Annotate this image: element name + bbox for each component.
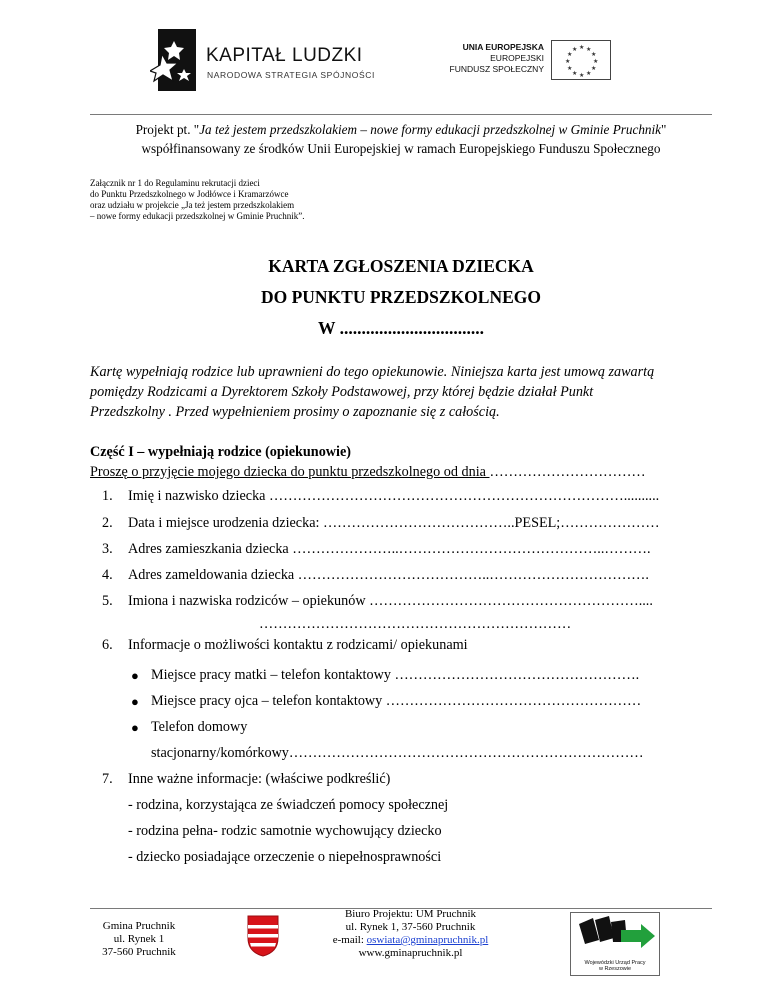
- item-number: 2.: [102, 515, 113, 531]
- footer-street: ul. Rynek 1: [113, 933, 165, 945]
- svg-text:★: ★: [593, 58, 599, 65]
- wup-logo: [570, 912, 660, 976]
- annex-note: [90, 178, 304, 222]
- intro-line3: Przedszkolny . Przed wypełnieniem prosimy o zapoznanie się z całością.: [90, 404, 500, 420]
- mother-work-phone-field[interactable]: Miejsce pracy matki – telefon kontaktowy …………………………………………….: [151, 667, 640, 683]
- svg-text:★: ★: [591, 51, 597, 58]
- project-line2: współfinansowany ze środków Unii Europejskiej w ramach Europejskiego Funduszu Społecznego: [141, 141, 661, 156]
- request-text: Proszę o przyjęcie mojego dziecka do punktu przedszkolnego od dnia: [90, 464, 490, 480]
- bullet-icon: ●: [131, 694, 139, 709]
- wup-arrow-icon: [571, 914, 657, 960]
- part1-heading: Część I – wypełniają rodzice (opiekunowie): [90, 444, 351, 460]
- home-phone-field[interactable]: stacjonarny/komórkowy…………………………………………………………………: [151, 745, 644, 761]
- bullet-icon: ●: [131, 668, 139, 683]
- intro-line2: pomiędzy Rodzicami a Dyrektorem Szkoły Podstawowej, przy której będzie działał Punkt: [90, 384, 594, 400]
- father-work-phone-field[interactable]: Miejsce pracy ojca – telefon kontaktowy ………………………………………………: [151, 693, 642, 709]
- item-number: 1.: [102, 488, 113, 504]
- footer-left: [84, 920, 194, 959]
- contact-info-label: Informacje o możliwości kontaktu z rodzicami/ opiekunami: [128, 637, 468, 653]
- email-link[interactable]: oswiata@gminapruchnik.pl: [366, 934, 489, 946]
- eu-text: [432, 42, 544, 75]
- residence-address-field[interactable]: Adres zamieszkania dziecka …………………..……………………………………..……….: [128, 541, 651, 557]
- eu-line2: EUROPEJSKI: [490, 53, 544, 63]
- footer-city: 37-560 Pruchnik: [102, 946, 176, 958]
- item-number: 3.: [102, 541, 113, 557]
- item-5-continuation[interactable]: …………………………………………………………: [259, 616, 572, 632]
- part1-request: [90, 462, 646, 482]
- annex-line: Załącznik nr 1 do Regulaminu rekrutacji dzieci: [90, 178, 260, 188]
- annex-line: oraz udziału w projekcie „Ja też jestem przedszkolakiem: [90, 200, 295, 210]
- parents-names-field[interactable]: Imiona i nazwiska rodziców – opiekunów …………………………………………………....: [128, 593, 653, 609]
- footer-middle: [318, 908, 503, 960]
- project-office-address: ul. Rynek 1, 37-560 Pruchnik: [345, 921, 476, 933]
- kl-title: KAPITAŁ LUDZKI: [206, 45, 363, 66]
- svg-text:★: ★: [572, 46, 578, 53]
- annex-line: – nowe formy edukacji przedszkolnej w Gminie Pruchnik”.: [90, 211, 305, 221]
- eu-flag-icon: [551, 40, 611, 80]
- project-office-email: e-mail: oswiata@gminapruchnik.pl: [332, 934, 489, 946]
- project-office: Biuro Projektu: UM Pruchnik: [344, 908, 477, 920]
- child-name-field[interactable]: Imię i nazwisko dziecka …………………………………………………………………..........: [128, 488, 660, 504]
- option-single-parent[interactable]: - rodzina pełna- rodzic samotnie wychowujący dziecko: [128, 823, 442, 839]
- option-social-assistance[interactable]: - rodzina, korzystająca ze świadczeń pomocy społecznej: [128, 797, 449, 813]
- svg-text:★: ★: [586, 46, 592, 53]
- kl-subtitle: NARODOWA STRATEGIA SPÓJNOŚCI: [207, 70, 375, 80]
- website-link[interactable]: www.gminapruchnik.pl: [358, 947, 463, 959]
- form-title-line2: DO PUNKTU PRZEDSZKOLNEGO: [260, 287, 542, 307]
- item-number: 5.: [102, 593, 113, 609]
- eu-logo: [432, 42, 617, 82]
- pruchnik-crest-icon: [246, 914, 280, 958]
- option-disability[interactable]: - dziecko posiadające orzeczenie o niepełnosprawności: [128, 849, 442, 865]
- svg-text:★: ★: [591, 65, 597, 72]
- form-title-line1: KARTA ZGŁOSZENIA DZIECKA: [268, 256, 534, 276]
- annex-line: do Punktu Przedszkolnego w Jodłówce i Kramarzówce: [90, 189, 289, 199]
- svg-text:★: ★: [567, 65, 573, 72]
- kapital-ludzki-logo: [150, 27, 380, 95]
- bullet-icon: ●: [131, 720, 139, 735]
- svg-text:★: ★: [567, 51, 573, 58]
- svg-text:★: ★: [579, 72, 585, 79]
- registration-address-field[interactable]: Adres zameldowania dziecka …………………………………..…………………………….: [128, 567, 649, 583]
- intro-line1: Kartę wypełniają rodzice lub uprawnieni do tego opiekunowie. Niniejsza karta jest umową zawartą: [90, 364, 655, 380]
- footer-org: Gmina Pruchnik: [102, 920, 176, 932]
- form-title-line3: W .................................: [318, 318, 484, 338]
- svg-text:★: ★: [586, 70, 592, 77]
- header-divider: [90, 114, 712, 115]
- wup-name: Wojewódzki Urząd Pracy w Rzeszowie: [584, 960, 646, 972]
- svg-text:★: ★: [572, 70, 578, 77]
- other-info-label: Inne ważne informacje: (właściwe podkreślić): [128, 771, 391, 787]
- kapital-ludzki-emblem-icon: [150, 27, 198, 95]
- item-number: 6.: [102, 637, 113, 653]
- eu-line3: FUNDUSZ SPOŁECZNY: [449, 64, 544, 74]
- birth-pesel-field[interactable]: Data i miejsce urodzenia dziecka: …………………………………..PESEL;…………………: [128, 515, 660, 531]
- item-number: 7.: [102, 771, 113, 787]
- svg-text:★: ★: [579, 44, 585, 51]
- intro-text: [90, 362, 712, 422]
- home-phone-label: Telefon domowy: [151, 719, 248, 735]
- request-date-field[interactable]: ……………………………: [489, 464, 646, 480]
- svg-text:★: ★: [565, 58, 571, 65]
- project-title: Ja też jestem przedszkolakiem – nowe formy edukacji przedszkolnej w Gminie Pruchnik: [199, 122, 662, 137]
- project-info: [90, 120, 712, 158]
- item-number: 4.: [102, 567, 113, 583]
- project-line1: Projekt pt. "Ja też jestem przedszkolakiem – nowe formy edukacji przedszkolnej w Gminie Pruchnik": [135, 122, 667, 137]
- eu-line1: UNIA EUROPEJSKA: [462, 42, 544, 52]
